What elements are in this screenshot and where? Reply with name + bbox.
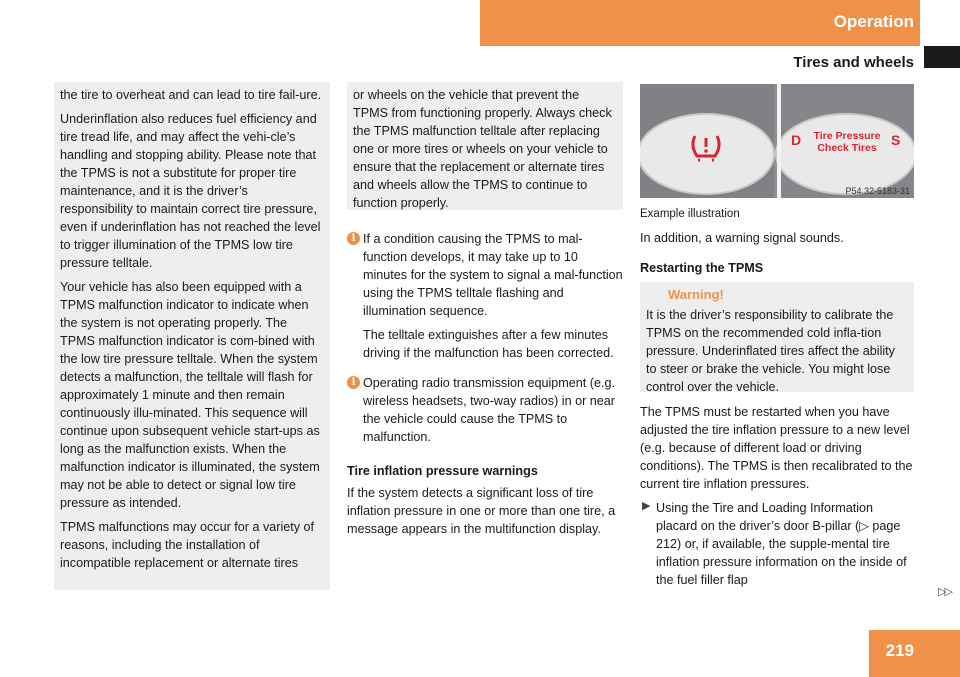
bullet-arrow-icon: ▶ xyxy=(642,500,651,512)
header-marker xyxy=(924,46,960,68)
section-heading: Tire inflation pressure warnings xyxy=(347,464,538,478)
page-number: 219 xyxy=(885,641,914,660)
paragraph: Your vehicle has also been equipped with a TPMS malfunction indicator to indicate when the system is not operating properly. The TPMS malfunction indicator is com-bined with the low tire pressure telltale. When the system detects a malfunction, the telltale will flash for approximately 1 minute and then remain continuously illu-minated. This sequence will continue upon subsequent vehicle start-ups as long as the malfunction exists. When the malfunction indicator is illuminated, the system may not be able to detect or signal low tire pressure as intended. xyxy=(60,280,320,510)
column-2 xyxy=(347,230,623,538)
info-icon: i xyxy=(347,376,360,389)
note-text: Operating radio transmission equipment (e.g. wireless headsets, two-way radios) in or near the vehicle could cause the TPMS to malfunction. xyxy=(363,376,616,444)
warning-title-text: Warning! xyxy=(668,287,724,302)
warning-title xyxy=(646,286,908,304)
instrument-cluster-illustration xyxy=(640,84,914,198)
step-text: Using the Tire and Loading Information placard on the driver’s door B-pillar (▷ page 212) or, if available, the supple-mental tire inflation pressure information on the inside of the fuel filler flap xyxy=(656,501,907,587)
paragraph: If the system detects a significant loss of tire inflation pressure in one or more than one tire, a message appears in the multifunction display. xyxy=(347,486,616,536)
paragraph: Underinflation also reduces fuel efficiency and tire tread life, and may affect the vehi-cle’s handling and stopping ability. Please note that the TPMS is not a substitute for proper tire maintenance, and it is the driver’s responsibility to maintain correct tire pressure, even if underinflation has not reached the level to trigger illumination of the TPMS low tire pressure telltale. xyxy=(60,112,321,270)
instruction-step xyxy=(640,499,916,589)
display-line-2: Check Tires xyxy=(817,142,877,154)
cluster-left-letter: D xyxy=(791,132,802,148)
info-note xyxy=(347,230,623,362)
warning-box xyxy=(640,282,914,392)
part-code: P54.32-5183-31 xyxy=(845,186,910,196)
note-text: The telltale extinguishes after a few minutes driving if the malfunction has been corrected. xyxy=(363,328,614,360)
page-number-band xyxy=(869,630,960,677)
continue-arrow-icon: ▷▷ xyxy=(938,586,951,598)
subsection-title: Tires and wheels xyxy=(793,54,914,71)
column-3 xyxy=(640,205,916,277)
section-heading: Restarting the TPMS xyxy=(640,261,764,275)
continued-text-box xyxy=(54,82,330,590)
section-title: Operation xyxy=(833,12,914,31)
info-note xyxy=(347,374,623,446)
paragraph: the tire to overheat and can lead to tire fail-ure. xyxy=(60,88,322,102)
paragraph: or wheels on the vehicle that prevent the TPMS from functioning properly. Always check the TPMS malfunction telltale after replacing one or more tires or wheels on your vehicle to ensure that the replacement or alternate tires and wheels allow the TPMS to continue to function properly. xyxy=(353,88,612,210)
paragraph: TPMS malfunctions may occur for a variety of reasons, including the installation of incompatible replacement or alternate tires xyxy=(60,520,315,570)
continued-text-box xyxy=(347,82,623,210)
warning-text: It is the driver’s responsibility to calibrate the TPMS on the recommended cold infla-tion pressure. Underinflated tires affect the ability to steer or brake the vehicle. You might lose control over the vehicle. xyxy=(646,308,895,394)
cluster-right-letter: S xyxy=(891,132,901,148)
note-text: If a condition causing the TPMS to mal-function develops, it may take up to 10 minutes for the system to signal a mal-function using the TPMS telltale flashing and illumination sequence. xyxy=(363,232,623,318)
info-icon: i xyxy=(347,232,360,245)
column-3-lower xyxy=(640,403,916,589)
paragraph: The TPMS must be restarted when you have adjusted the tire inflation pressure to a new level (e.g. because of different load or driving conditions). The TPMS is then recalibrated to the current tire inflation pressures. xyxy=(640,405,913,491)
cluster-display-message xyxy=(806,130,888,154)
figure-caption: Example illustration xyxy=(640,208,740,220)
display-line-1: Tire Pressure xyxy=(813,130,881,142)
paragraph: In addition, a warning signal sounds. xyxy=(640,231,844,245)
